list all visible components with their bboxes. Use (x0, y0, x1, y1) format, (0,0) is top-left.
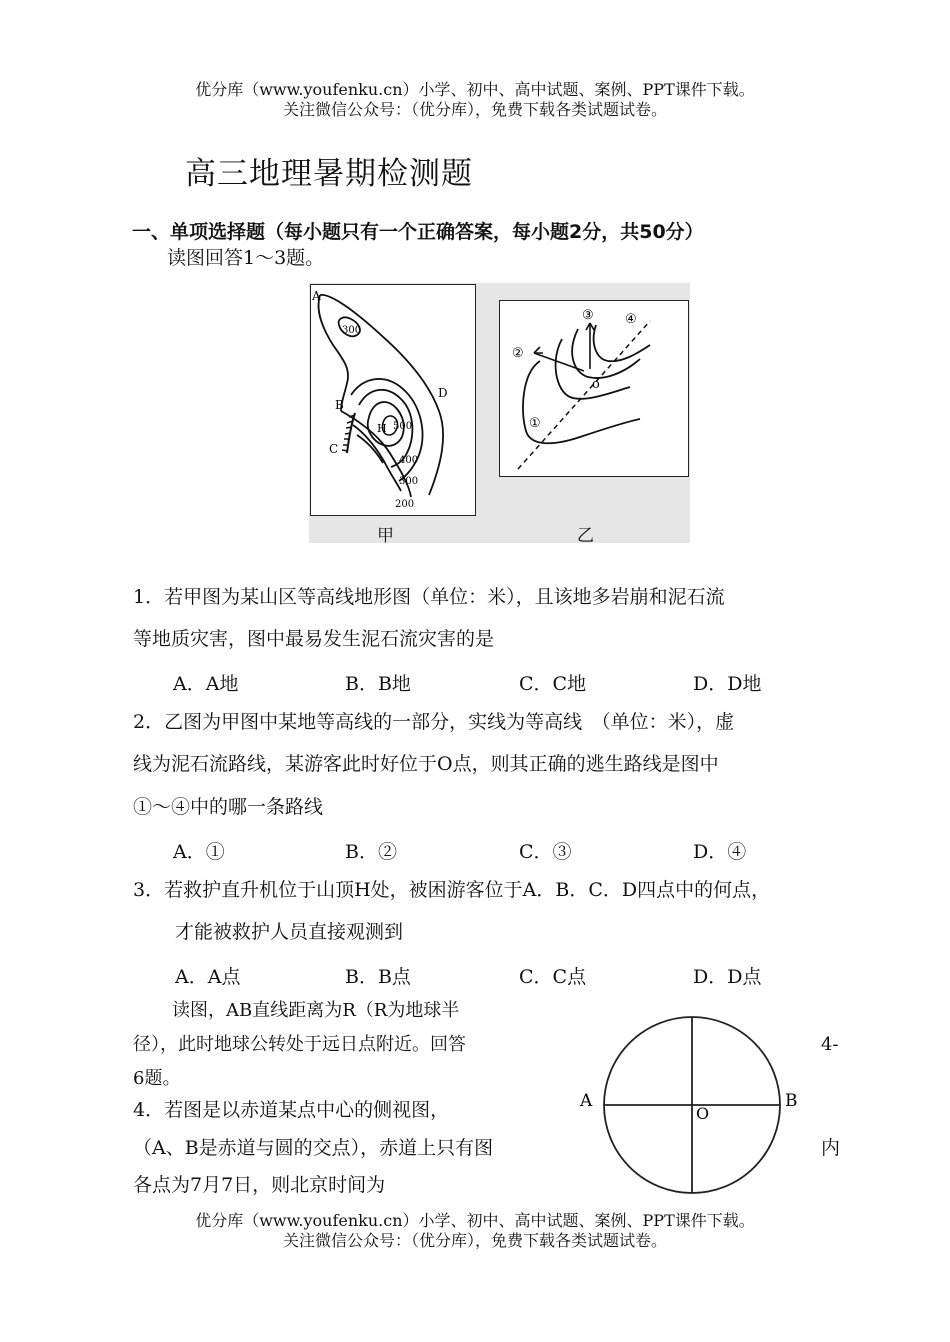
panel-yi (499, 300, 689, 477)
q3-line2: 才能被救护人员直接观测到 (175, 921, 404, 943)
footer-line-2: 关注微信公众号：（优分库），免费下载各类试题试卷。 (282, 1231, 667, 1250)
q4-line2: （A、B是赤道与圆的交点），赤道上只有图 (133, 1137, 494, 1159)
footer-line-1: 优分库（www.youfenku.cn）小学、初中、高中试题、案例、PPT课件下载。 (195, 1211, 755, 1230)
label-d: D (438, 386, 448, 400)
label-h: H (377, 422, 387, 435)
q2-line3: ①～④中的哪一条路线 (133, 796, 324, 818)
q4-line3: 各点为7月7日，则北京时间为 (133, 1174, 386, 1196)
route-4-label: ④ (625, 312, 637, 327)
route-3-label: ③ (582, 308, 594, 323)
contour-map-jia (311, 285, 475, 515)
q2-option-c: C．③ (519, 841, 572, 863)
q4-line1: 4．若图是以赤道某点中心的侧视图， (133, 1099, 450, 1121)
q2-option-b: B．② (345, 841, 397, 863)
caption-yi: 乙 (577, 526, 594, 546)
point-o-label: o (592, 377, 600, 392)
intro2-line1: 读图，AB直线距离为R（R为地球半 (172, 1000, 460, 1021)
header-line-2: 关注微信公众号：（优分库），免费下载各类试题试卷。 (282, 100, 667, 119)
contour-300-top: 300 (342, 325, 362, 336)
figure-contour-maps (309, 283, 690, 546)
q2-line1: 2．乙图为甲图中某地等高线的一部分，实线为等高线 （单位：米），虚 (133, 711, 735, 733)
contour-300: 300 (399, 476, 419, 487)
q3-line1: 3．若救护直升机位于山顶H处，被困游客位于A．B．C．D四点中的何点， (133, 879, 771, 901)
q3-option-a: A．A点 (175, 966, 241, 988)
q1-option-c: C．C地 (519, 673, 587, 695)
label-b: B (335, 398, 344, 412)
label-circle-o: O (696, 1104, 710, 1123)
contour-400: 400 (399, 455, 419, 466)
contour-map-yi (500, 301, 688, 476)
q3-option-c: C．C点 (519, 966, 587, 988)
label-a: A (312, 289, 321, 303)
intro2-line2-end: 4- (821, 1034, 839, 1055)
q2-line2: 线为泥石流路线，某游客此时好位于O点，则其正确的逃生路线是图中 (133, 753, 719, 775)
q1-option-b: B．B地 (345, 673, 411, 695)
q1-line1: 1．若甲图为某山区等高线地形图（单位：米），且该地多岩崩和泥石流 (133, 586, 725, 608)
contour-200: 200 (395, 499, 415, 510)
section-heading: 一、单项选择题（每小题只有一个正确答案，每小题2分，共50分） (132, 221, 704, 243)
q1-line2: 等地质灾害，图中最易发生泥石流灾害的是 (133, 628, 495, 650)
intro2-line2: 径），此时地球公转处于远日点附近。回答 (133, 1034, 466, 1055)
q1-option-d: D．D地 (693, 673, 762, 695)
route-2-label: ② (512, 346, 524, 361)
q3-option-b: B．B点 (345, 966, 411, 988)
figure-equator-circle (572, 1010, 812, 1206)
route-1-label: ① (529, 416, 541, 431)
panel-jia (310, 284, 476, 516)
label-c: C (329, 442, 339, 456)
intro2-line3: 6题。 (133, 1068, 181, 1089)
q2-option-d: D．④ (693, 841, 747, 863)
page-title: 高三地理暑期检测题 (185, 156, 473, 192)
q4-line2-end: 内 (821, 1137, 841, 1159)
label-circle-b: B (785, 1091, 798, 1111)
header-line-1: 优分库（www.youfenku.cn）小学、初中、高中试题、案例、PPT课件下载。 (195, 80, 755, 99)
q1-option-a: A．A地 (173, 673, 239, 695)
q3-option-d: D．D点 (693, 966, 762, 988)
label-circle-a: A (580, 1091, 593, 1111)
contour-500: 500 (393, 421, 413, 432)
section-intro: 读图回答1～3题。 (167, 247, 325, 269)
caption-jia: 甲 (377, 526, 394, 546)
q2-option-a: A．① (173, 841, 225, 863)
